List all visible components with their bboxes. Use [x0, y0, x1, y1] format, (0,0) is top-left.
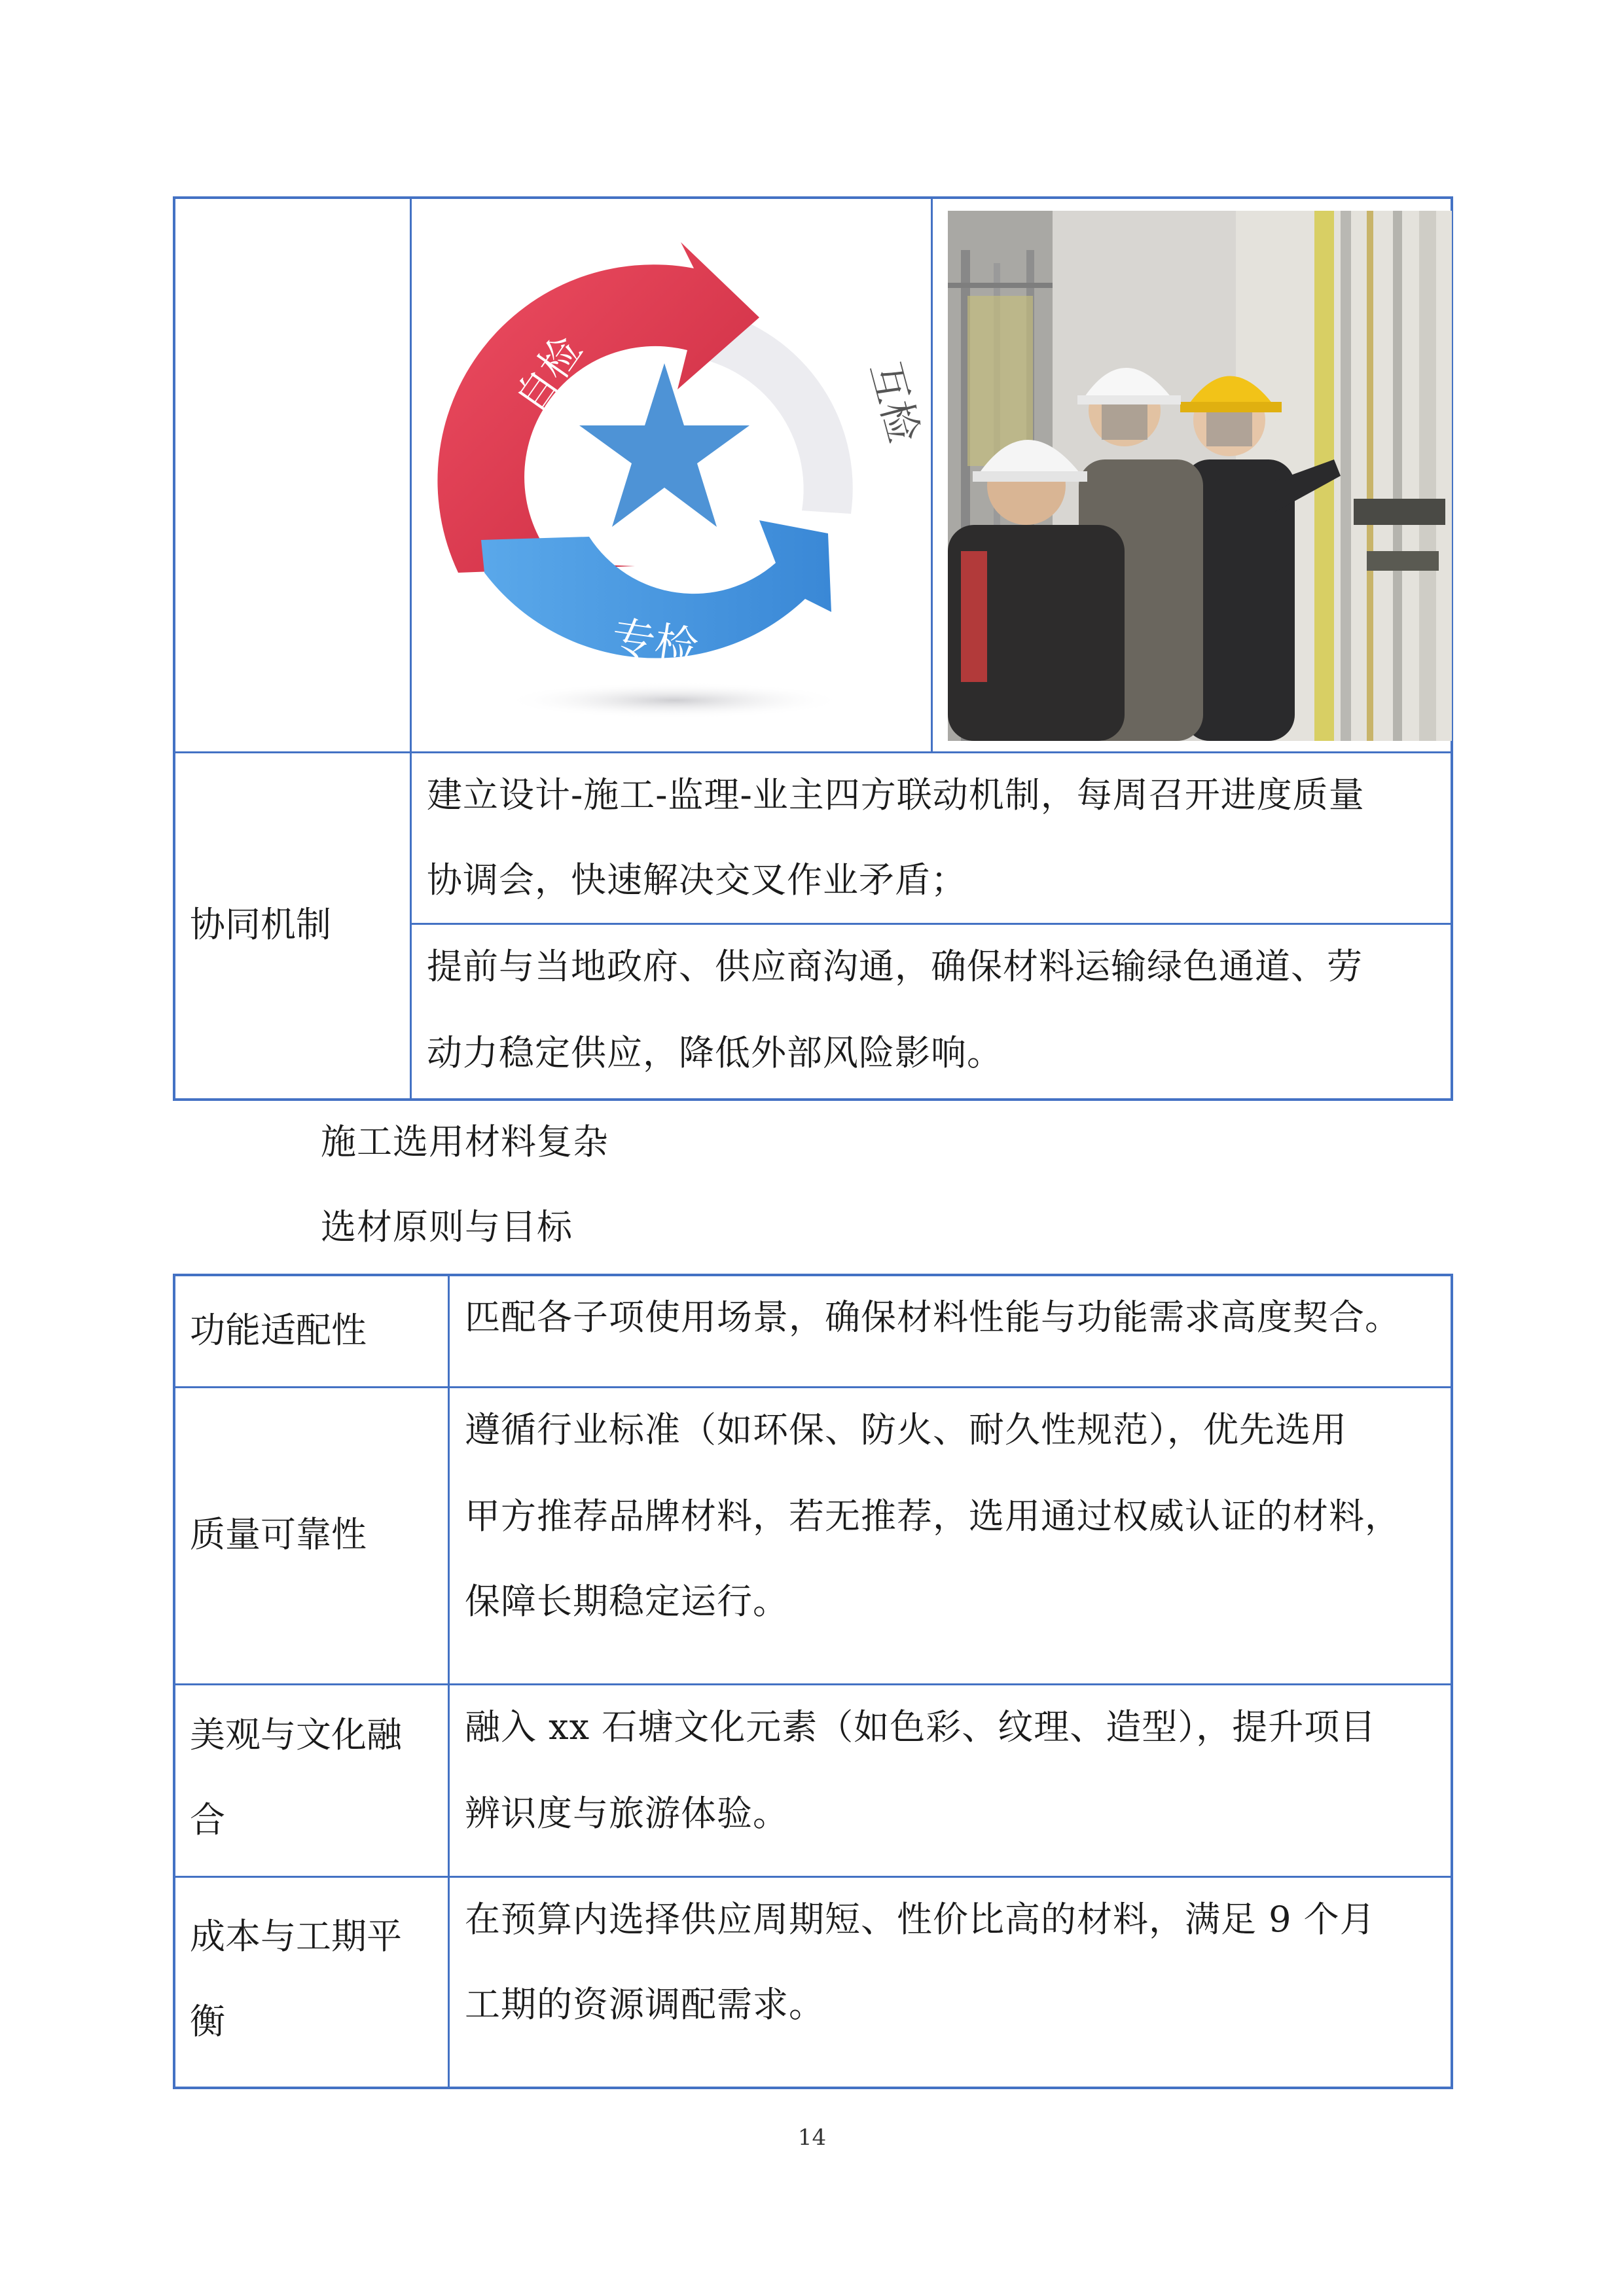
principle-text-line: 工期的资源调配需求。	[465, 1984, 825, 2025]
principle-label: 质量可靠性	[190, 1514, 367, 1555]
principle-text-line: 匹配各子项使用场景，确保材料性能与功能需求高度契合。	[465, 1297, 1401, 1338]
red-arrow-segment	[437, 242, 759, 573]
self-check-label: 自检	[507, 329, 591, 422]
heading-selection-principles: 选材原则与目标	[321, 1206, 573, 1247]
principle-text-line: 保障长期稳定运行。	[465, 1581, 789, 1622]
principle-text-line: 在预算内选择供应周期短、性价比高的材料，满足 9 个月	[465, 1899, 1376, 1940]
table2-col-divider	[448, 1274, 450, 2089]
page-number: 14	[797, 2125, 827, 2151]
table1-img-divider	[931, 196, 933, 753]
principle-text-line: 甲方推荐品牌材料，若无推荐，选用通过权威认证的材料，	[465, 1496, 1401, 1537]
row-label-collab: 协同机制	[190, 904, 331, 945]
table1-col-divider	[410, 196, 412, 1101]
special-check-label: 专检	[608, 613, 701, 673]
collab-item1-line1: 建立设计-施工-监理-业主四方联动机制，每周召开进度质量	[427, 774, 1365, 816]
principle-label: 合	[190, 1799, 225, 1840]
inspection-cycle-diagram	[419, 206, 923, 743]
principle-text-line: 辨识度与旅游体验。	[465, 1793, 789, 1834]
star-icon	[579, 363, 749, 527]
principle-label: 功能适配性	[190, 1310, 367, 1351]
collab-item2-line2: 动力稳定供应，降低外部风险影响。	[427, 1032, 1003, 1073]
principle-label: 衡	[190, 2001, 225, 2042]
diagram-shadow	[504, 682, 844, 719]
principle-text-line: 遵循行业标准（如环保、防火、耐久性规范），优先选用	[465, 1409, 1347, 1450]
principle-label: 成本与工期平	[190, 1916, 402, 1957]
collab-item1-line2: 协调会，快速解决交叉作业矛盾；	[427, 859, 967, 901]
heading-materials-complex: 施工选用材料复杂	[321, 1121, 609, 1162]
principle-text-line: 融入 xx 石塘文化元素（如色彩、纹理、造型），提升项目	[465, 1706, 1377, 1748]
mutual-check-label: 互检	[861, 357, 923, 448]
site-inspection-photo	[948, 211, 1452, 741]
collab-item2-line1: 提前与当地政府、供应商沟通，确保材料运输绿色通道、劳	[427, 946, 1363, 987]
principle-label: 美观与文化融	[190, 1714, 402, 1755]
